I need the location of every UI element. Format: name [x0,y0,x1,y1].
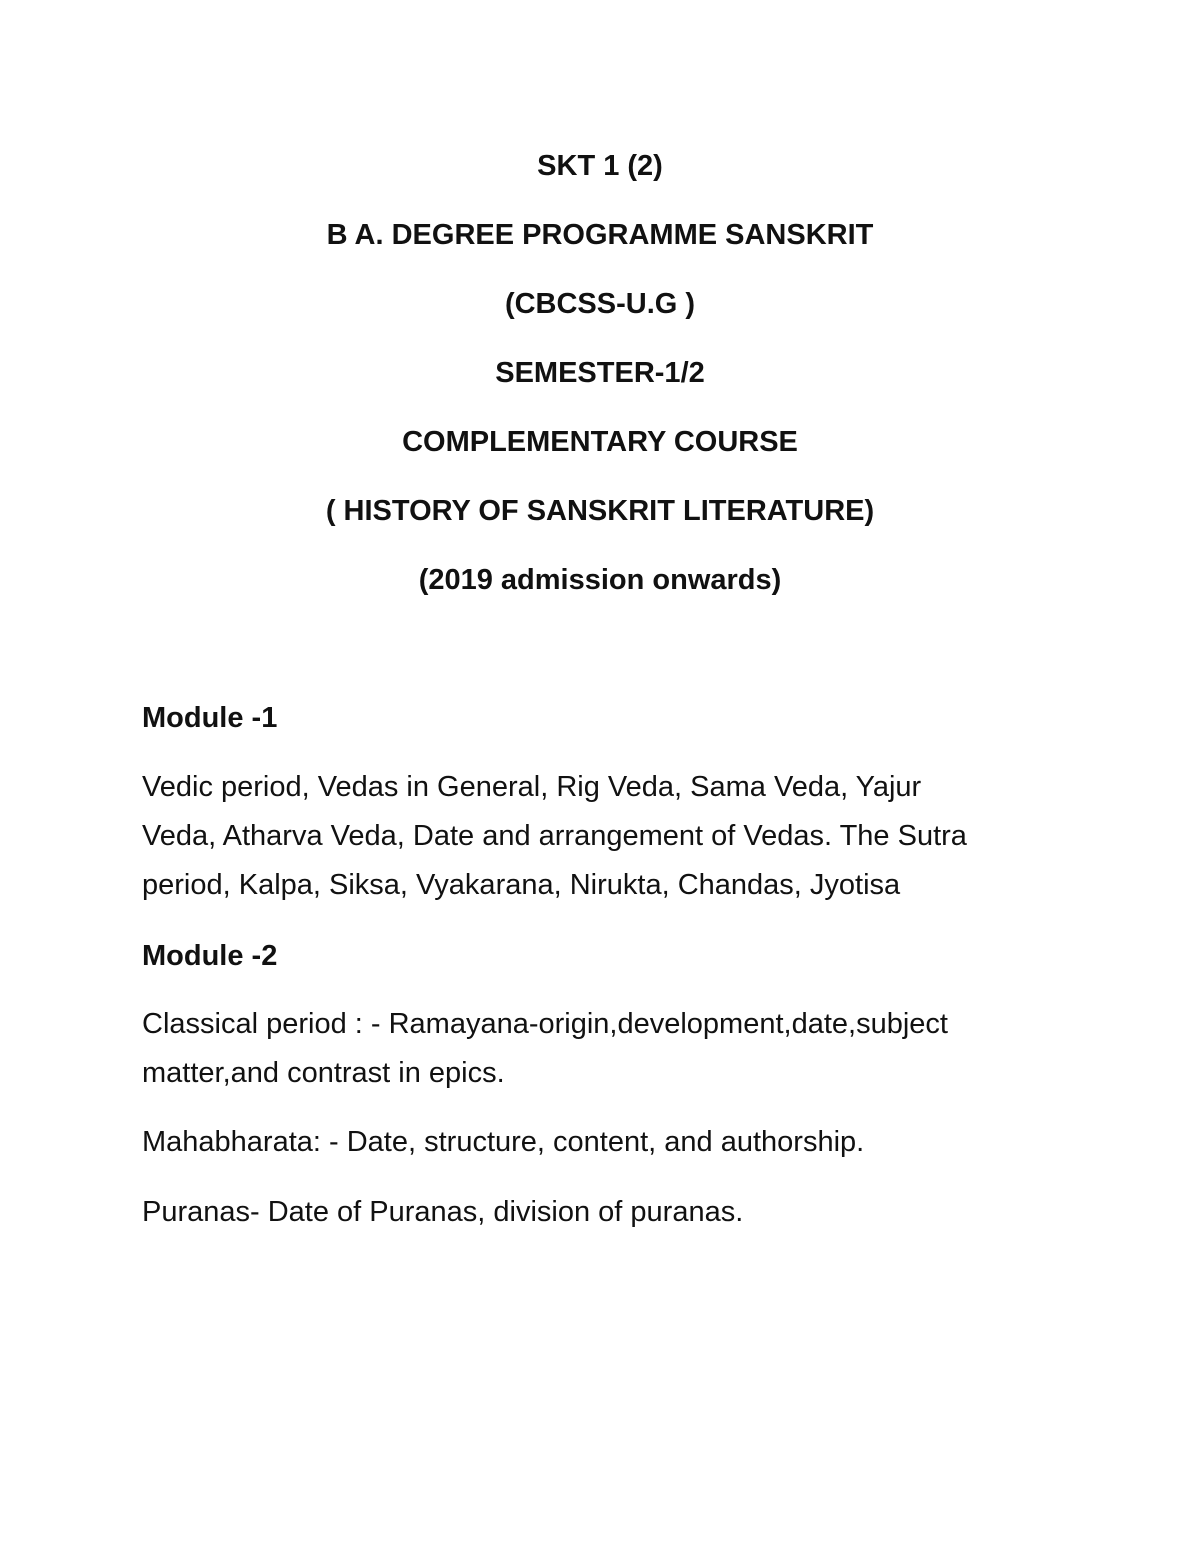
programme-title: B A. DEGREE PROGRAMME SANSKRIT [326,219,874,251]
module-2-line: Classical period : - Ramayana-origin,development,date,subject [142,1008,948,1040]
scheme-label: (CBCSS-U.G ) [504,288,696,320]
module-1-heading: Module -1 [142,702,278,734]
course-subject: ( HISTORY OF SANSKRIT LITERATURE) [325,495,875,527]
module-2-line: Puranas- Date of Puranas, division of puranas. [142,1196,744,1228]
semester-label: SEMESTER-1/2 [495,357,705,389]
module-2-line: matter,and contrast in epics. [142,1057,505,1089]
module-1-line: Vedic period, Vedas in General, Rig Veda, Sama Veda, Yajur [142,771,922,803]
module-2-puranas [142,1188,1072,1237]
course-type: COMPLEMENTARY COURSE [402,426,798,458]
module-2-mahabharata [142,1118,1072,1167]
module-2-heading: Module -2 [142,940,278,972]
module-2-classical-period [142,1000,1072,1098]
module-1-line: Veda, Atharva Veda, Date and arrangement of Vedas. The Sutra [142,820,967,852]
module-1-content [142,763,1072,910]
admission-note: (2019 admission onwards) [418,564,782,596]
module-1-line: period, Kalpa, Siksa, Vyakarana, Nirukta, Chandas, Jyotisa [142,869,901,901]
module-2-line: Mahabharata: - Date, structure, content, and authorship. [142,1126,865,1158]
course-code: SKT 1 (2) [537,150,663,182]
